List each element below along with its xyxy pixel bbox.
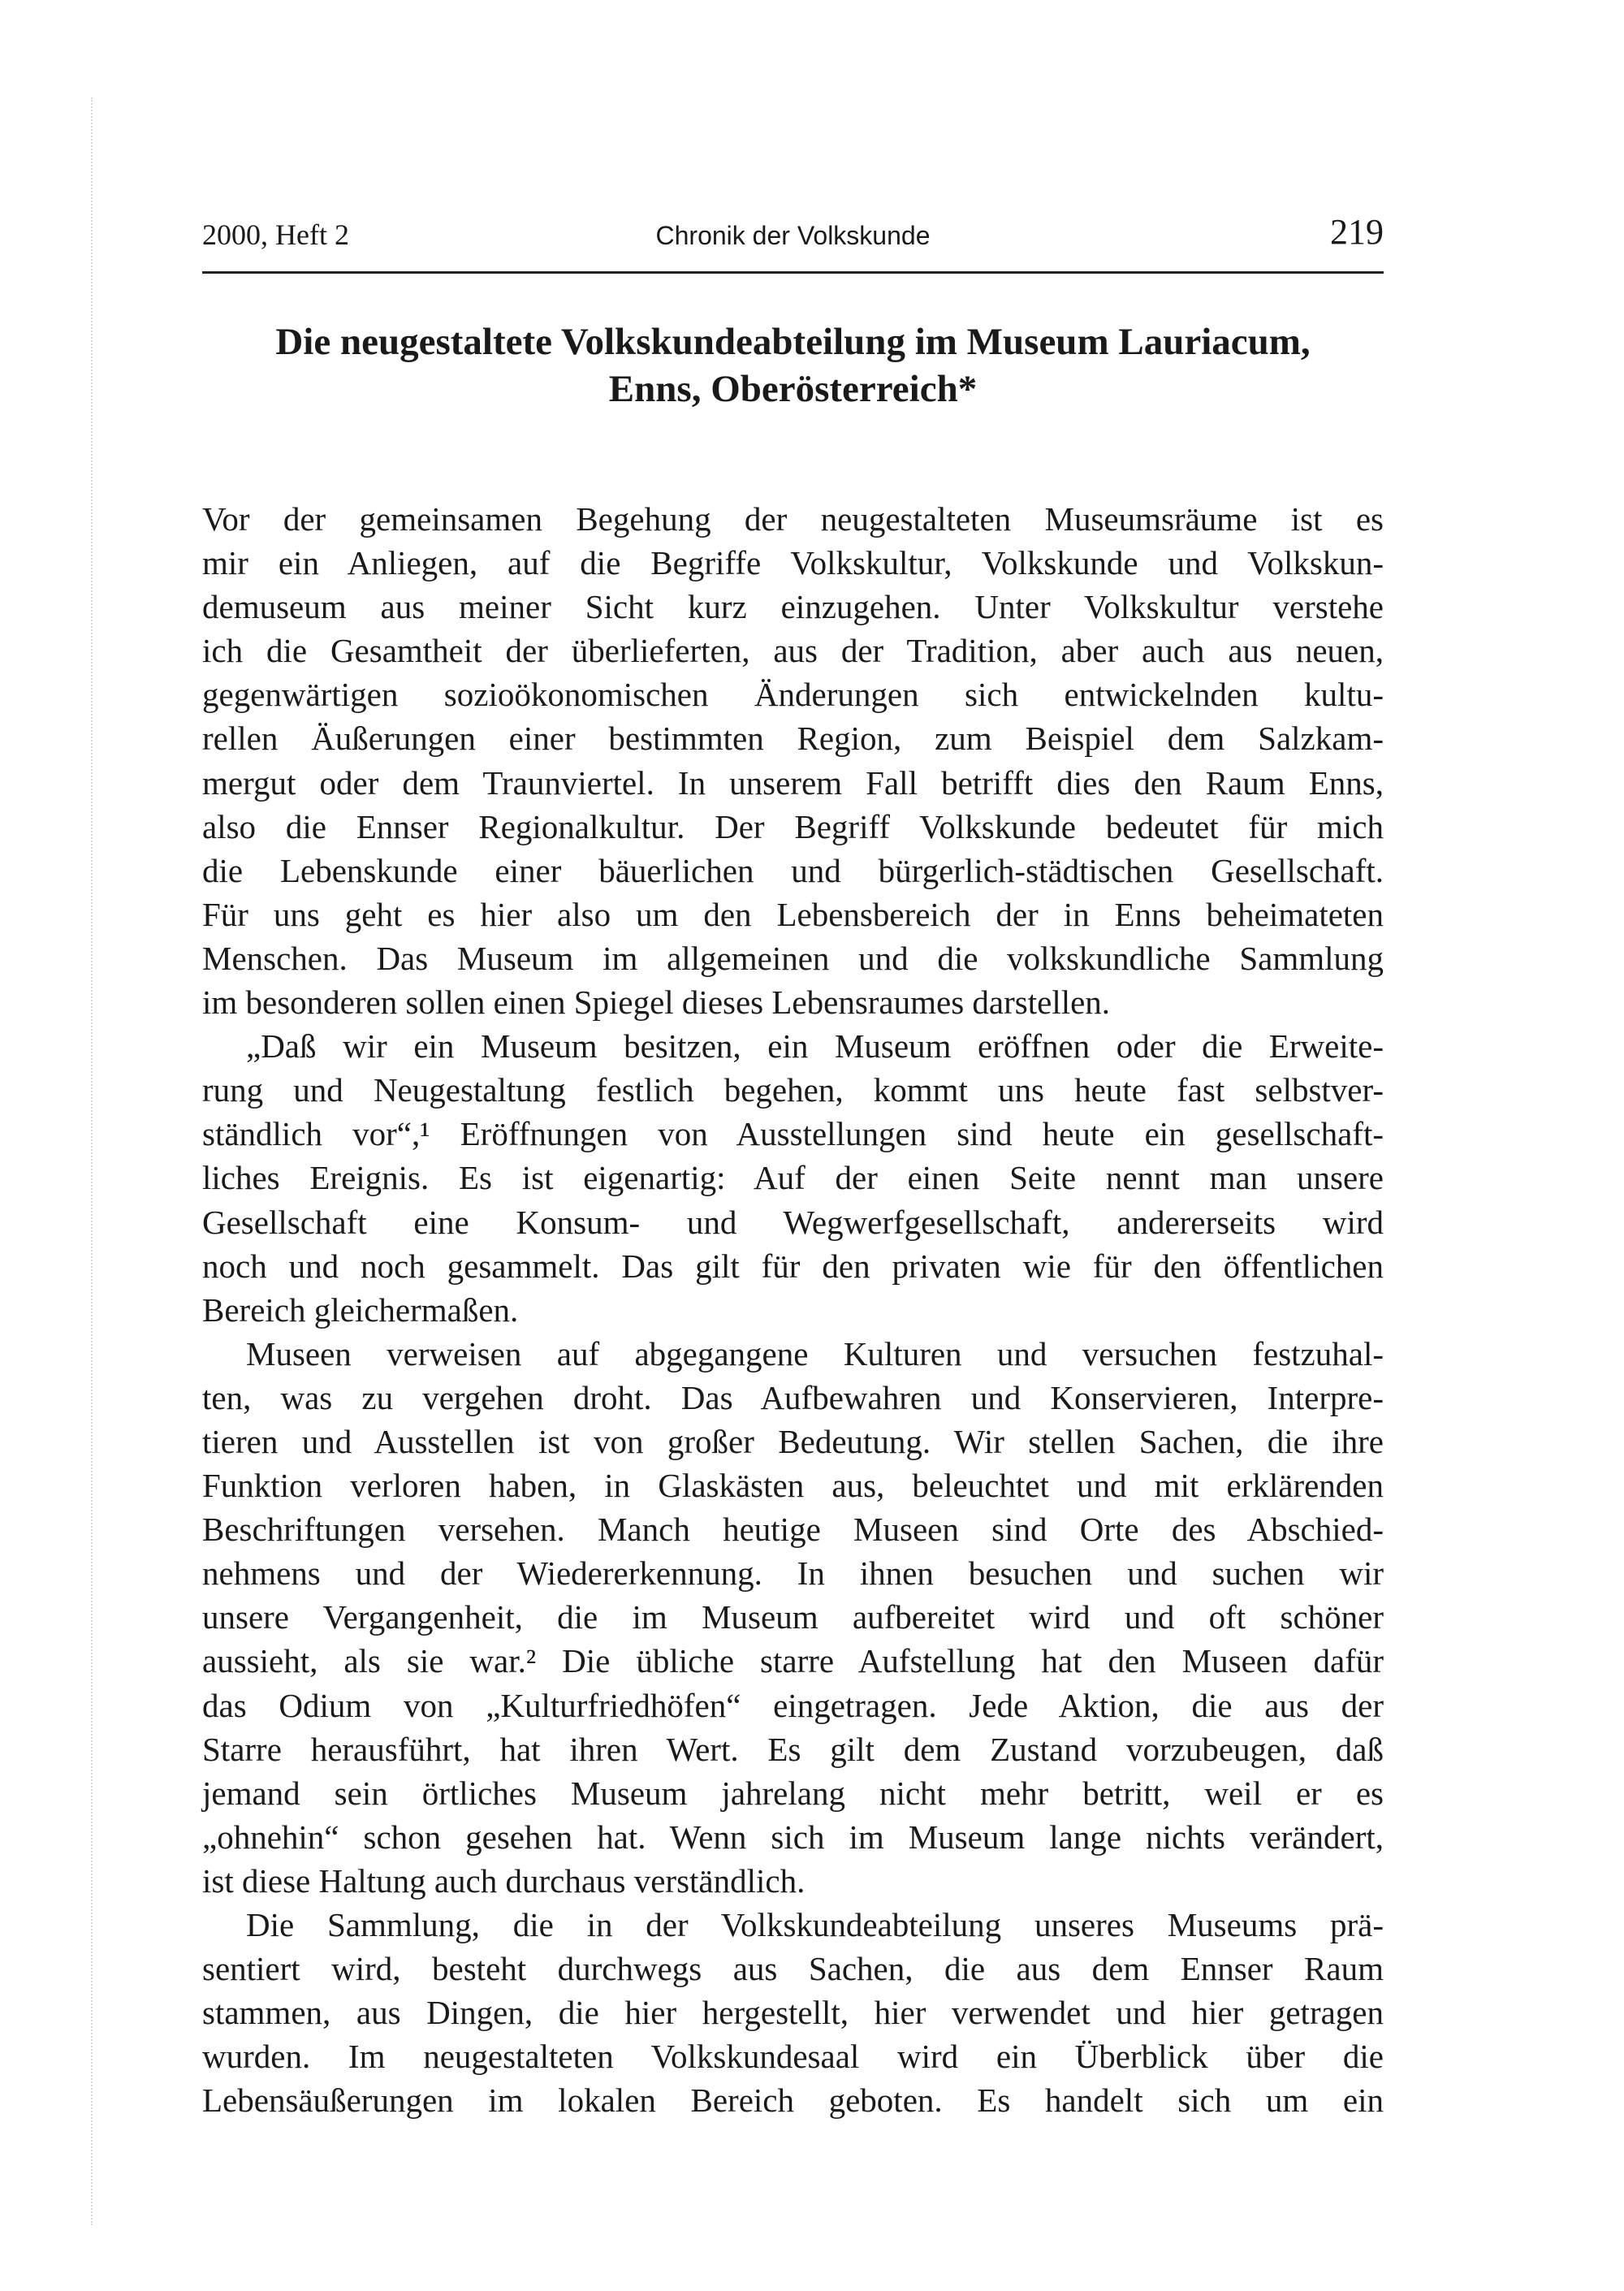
text-line: Beschriftungen versehen. Manch heutige Museen sind Orte des Abschied-: [202, 1511, 1384, 1549]
text-line: noch und noch gesammelt. Das gilt für den privaten wie für den öffentlichen: [202, 1247, 1384, 1285]
journal-title: Chronik der Volkskunde: [655, 221, 931, 250]
text-line: Funktion verloren haben, in Glaskästen aus, beleuchtet und mit erklärenden: [202, 1467, 1384, 1505]
text-line: ständlich vor“,¹ Eröffnungen von Ausstellungen sind heute ein gesellschaft-: [202, 1115, 1384, 1153]
text-line: sentiert wird, besteht durchwegs aus Sachen, die aus dem Ennser Raum: [202, 1950, 1384, 1988]
paragraph: [202, 1903, 1384, 2122]
text-line: Menschen. Das Museum im allgemeinen und die volkskundliche Sammlung: [202, 939, 1384, 977]
text-line: demuseum aus meiner Sicht kurz einzugehen. Unter Volkskultur verstehe: [202, 588, 1384, 626]
text-line: ist diese Haltung auch durchaus verständlich.: [202, 1861, 806, 1900]
text-line: mergut oder dem Traunviertel. In unserem Fall betrifft dies den Raum Enns,: [202, 763, 1384, 802]
text-line: Vor der gemeinsamen Begehung der neugestalteten Museumsräume ist es: [202, 500, 1384, 538]
text-line: das Odium von „Kulturfriedhöfen“ eingetragen. Jede Aktion, die aus der: [202, 1686, 1384, 1724]
scan-margin-edge: [91, 97, 93, 2225]
text-line: ten, was zu vergehen droht. Das Aufbewahren und Konservieren, Interpre-: [202, 1378, 1384, 1416]
text-line: Gesellschaft eine Konsum- und Wegwerfgesellschaft, andererseits wird: [202, 1203, 1384, 1241]
running-header: [202, 212, 1384, 258]
text-line: stammen, aus Dingen, die hier hergestellt, hier verwendet und hier getragen: [202, 1994, 1384, 2032]
article-title: [202, 318, 1384, 413]
header-rule: [202, 271, 1384, 274]
text-line: rung und Neugestaltung festlich begehen, kommt uns heute fast selbstver-: [202, 1071, 1384, 1109]
paragraph: [202, 1024, 1384, 1332]
text-line: unsere Vergangenheit, die im Museum aufbereitet wird und oft schöner: [202, 1598, 1384, 1636]
text-line: Bereich gleichermaßen.: [202, 1290, 519, 1329]
text-line: mir ein Anliegen, auf die Begriffe Volkskultur, Volkskunde und Volkskun-: [202, 544, 1384, 582]
text-line: tieren und Ausstellen ist von großer Bedeutung. Wir stellen Sachen, die ihre: [202, 1422, 1384, 1460]
page-number: 219: [1330, 212, 1384, 252]
text-line: Lebensäußerungen im lokalen Bereich geboten. Es handelt sich um ein: [202, 2081, 1384, 2120]
title-line: Enns, Oberösterreich*: [608, 368, 978, 410]
text-line: jemand sein örtliches Museum jahrelang nicht mehr betritt, weil er es: [202, 1774, 1384, 1812]
issue-label: 2000, Heft 2: [202, 218, 349, 251]
paragraph: [202, 497, 1384, 1024]
text-line: gegenwärtigen sozioökonomischen Änderungen sich entwickelnden kultu-: [202, 676, 1384, 714]
text-line: also die Ennser Regionalkultur. Der Begriff Volkskunde bedeutet für mich: [202, 807, 1384, 845]
text-line: wurden. Im neugestalteten Volkskundesaal wird ein Überblick über die: [202, 2038, 1384, 2076]
text-line: Die Sammlung, die in der Volkskundeabteilung unseres Museums prä-: [246, 1906, 1384, 1943]
article-body: [202, 497, 1384, 2122]
text-line: rellen Äußerungen einer bestimmten Region, zum Beispiel dem Salzkam-: [202, 720, 1384, 758]
text-line: Starre herausführt, hat ihren Wert. Es gilt dem Zustand vorzubeugen, daß: [202, 1730, 1384, 1768]
text-line: liches Ereignis. Es ist eigenartig: Auf der einen Seite nennt man unsere: [202, 1159, 1384, 1197]
text-line: „Daß wir ein Museum besitzen, ein Museum eröffnen oder die Erweite-: [246, 1027, 1384, 1066]
text-line: Museen verweisen auf abgegangene Kulturen und versuchen festzuhal-: [246, 1334, 1384, 1372]
text-line: im besonderen sollen einen Spiegel dieses Lebensraumes darstellen.: [202, 983, 1111, 1022]
text-line: „ohnehin“ schon gesehen hat. Wenn sich im Museum lange nichts verändert,: [202, 1818, 1384, 1856]
title-line: Die neugestaltete Volkskundeabteilung im Museum Lauriacum,: [275, 321, 1311, 363]
text-line: nehmens und der Wiedererkennung. In ihnen besuchen und suchen wir: [202, 1554, 1384, 1593]
paragraph: [202, 1332, 1384, 1903]
text-line: die Lebenskunde einer bäuerlichen und bürgerlich-städtischen Gesellschaft.: [202, 851, 1384, 889]
text-line: Für uns geht es hier also um den Lebensbereich der in Enns beheimateten: [202, 895, 1384, 933]
text-line: ich die Gesamtheit der überlieferten, aus der Tradition, aber auch aus neuen,: [202, 632, 1384, 670]
text-line: aussieht, als sie war.² Die übliche starre Aufstellung hat den Museen dafür: [202, 1642, 1384, 1680]
